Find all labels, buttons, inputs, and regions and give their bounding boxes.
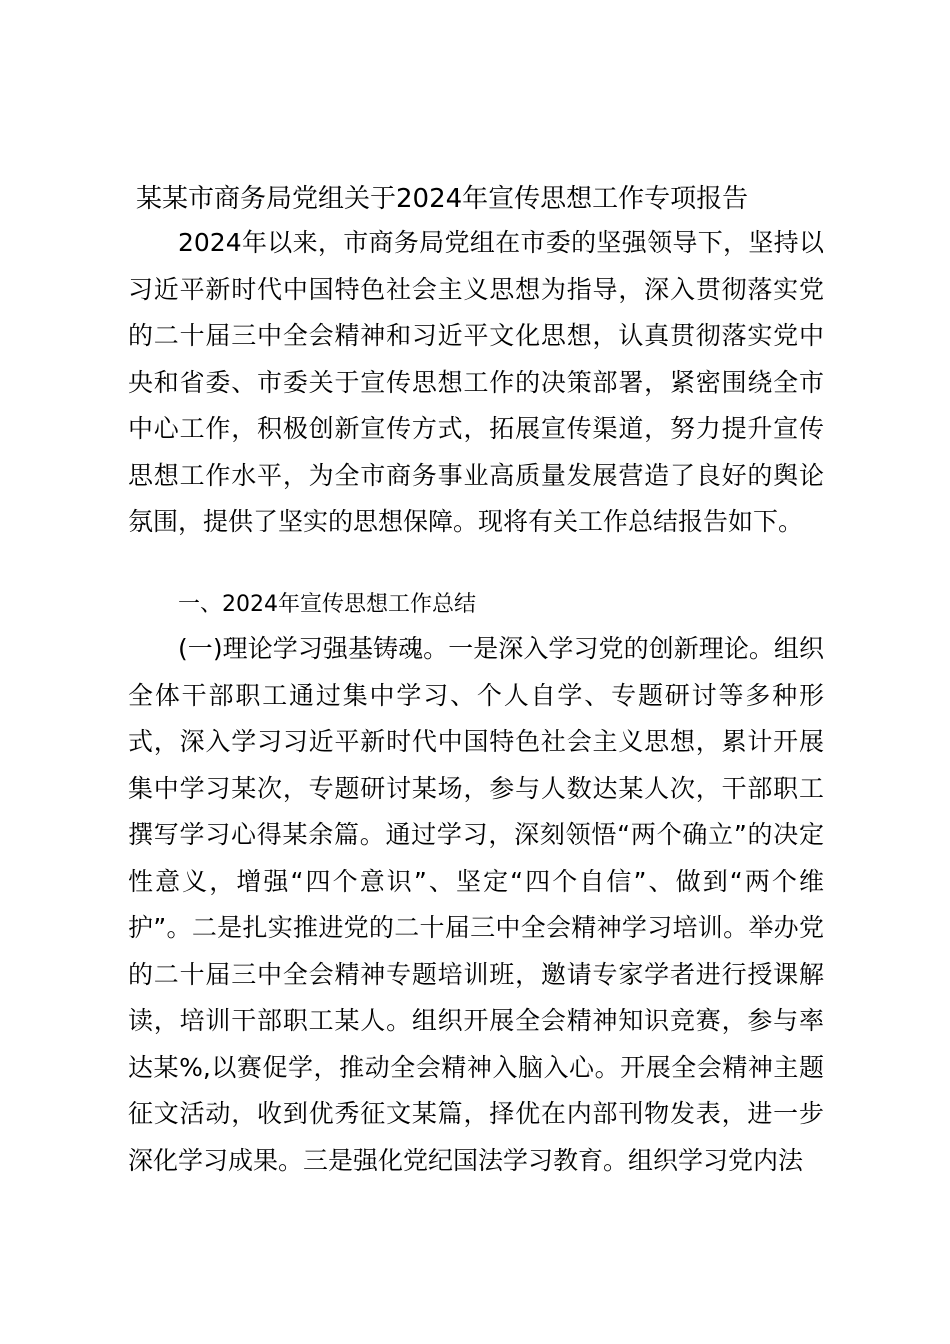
intro-paragraph: 2024年以来，市商务局党组在市委的坚强领导下，坚持以习近平新时代中国特色社会主义思想为指导，深入贯彻落实党的二十届三中全会精神和习近平文化思想，认真贯彻落实党中央和省委、市委关于宣传思想工作的决策部署，紧密围绕全市中心工作，积极创新宣传方式，拓展宣传渠道，努力提升宣传思想工作水平，为全市商务事业高质量发展营造了良好的舆论氛围，提供了坚实的思想保障。现将有关工作总结报告如下。 <box>128 228 824 536</box>
section-heading: 一、2024年宣传思想工作总结 <box>178 592 476 617</box>
document-title: 某某市商务局党组关于2024年宣传思想工作专项报告 <box>136 184 749 214</box>
section-paragraph: (一)理论学习强基铸魂。一是深入学习党的创新理论。组织全体干部职工通过集中学习、个人自学、专题研讨等多种形式，深入学习习近平新时代中国特色社会主义思想，累计开展集中学习某次，专题研讨某场，参与人数达某人次，干部职工撰写学习心得某余篇。通过学习，深刻领悟“两个确立”的决定性意义，增强“四个意识”、坚定“四个自信”、做到“两个维护”。二是扎实推进党的二十届三中全会精神学习培训。举办党的二十届三中全会精神专题培训班，邀请专家学者进行授课解读，培训干部职工某人。组织开展全会精神知识竞赛，参与率达某%,以赛促学，推动全会精神入脑入心。开展全会精神主题征文活动，收到优秀征文某篇，择优在内部刊物发表，进一步深化学习成果。三是强化党纪国法学习教育。组织学习党内法 <box>128 634 824 1175</box>
